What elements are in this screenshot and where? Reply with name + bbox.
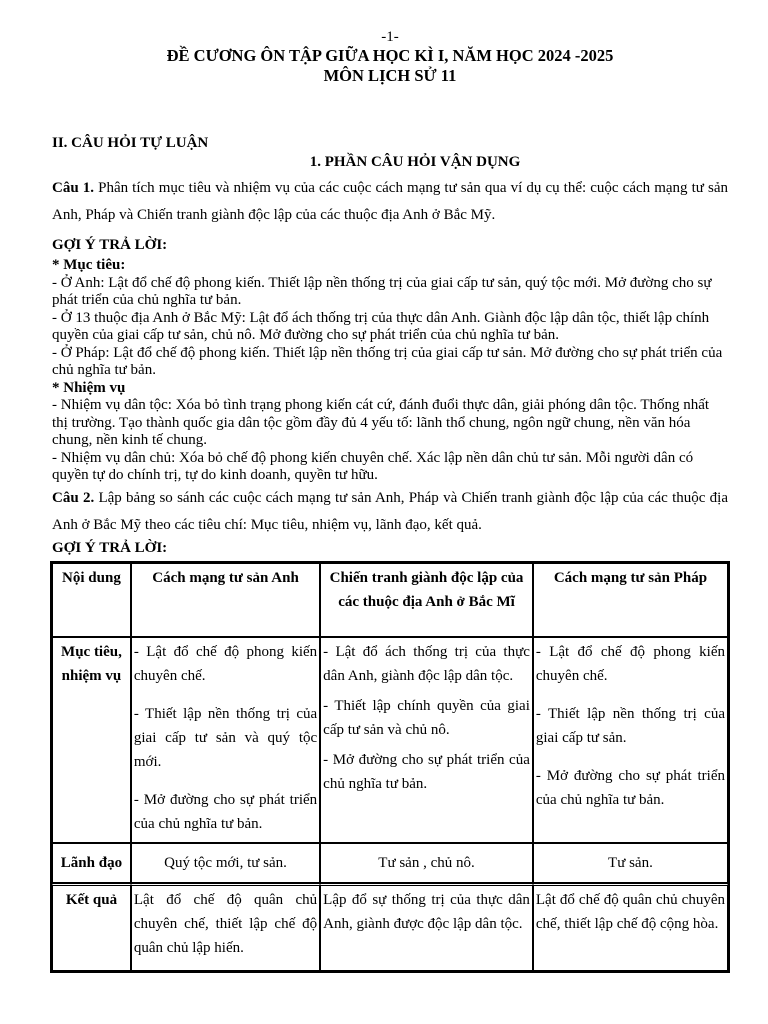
row-label-goals: Mục tiêu, nhiệm vụ xyxy=(52,637,131,843)
document-page xyxy=(52,28,728,973)
table-row xyxy=(52,843,728,883)
comparison-table xyxy=(50,561,730,973)
table-header-cell: Cách mạng tư sản Pháp xyxy=(533,563,728,637)
row-label-result: Kết quả xyxy=(52,883,131,971)
table-cell: Lật đổ chế độ quân chủ chuyên chế, thiết lập chế độ cộng hòa. xyxy=(533,883,728,971)
tasks-heading: * Nhiệm vụ xyxy=(52,379,126,396)
question-2-label: Câu 2. xyxy=(52,489,95,506)
table-cell: Tư sản , chủ nô. xyxy=(320,843,533,883)
table-cell xyxy=(533,637,728,843)
section-title: II. CÂU HỎI TỰ LUẬN xyxy=(52,135,209,151)
question-1-label: Câu 1. xyxy=(52,180,95,196)
table-cell: Lập đổ sự thống trị của thực dân Anh, giành được độc lập dân tộc. xyxy=(320,883,533,971)
table-cell xyxy=(320,637,533,843)
table-row xyxy=(52,883,728,971)
table-cell: Lật đổ chế độ quân chủ chuyên chế, thiết lập chế độ quân chủ lập hiến. xyxy=(131,883,320,971)
cell-line: - Thiết lập nền thống trị của giai cấp tư sản. xyxy=(535,705,725,746)
question-2 xyxy=(52,485,728,539)
table-cell: Tư sản. xyxy=(533,843,728,883)
cell-line: - Lật đổ chế độ phong kiến chuyên chế. xyxy=(133,643,318,684)
cell-line: - Thiết lập nền thống trị của giai cấp tư sản và quý tộc mới. xyxy=(133,705,318,770)
question-1-text: Phân tích mục tiêu và nhiệm vụ của các cuộc cách mạng tư sản qua ví dụ cụ thể: cuộc cách mạng tư sản Anh, Pháp và Chiến tranh giành độc lập của các thuộc địa Anh ở Bắc Mỹ. xyxy=(52,180,728,223)
table-header-cell: Nội dung xyxy=(52,563,131,637)
table-header-cell: Chiến tranh giành độc lập của các thuộc địa Anh ở Bắc Mĩ xyxy=(320,563,533,637)
cell-line: - Thiết lập chính quyền của giai cấp tư sản và chủ nô. xyxy=(323,697,530,738)
goals-block xyxy=(52,257,728,485)
cell-line: - Lật đổ ách thống trị của thực dân Anh, giành độc lập dân tộc. xyxy=(323,643,530,684)
goal-item: - Ở 13 thuộc địa Anh ở Bắc Mỹ: Lật đổ ách thống trị của thực dân Anh. Giành độc lập dân tộc, thiết lập chính quyền của giai cấp tư sản, chủ nô. Mở đường cho sự phát triển của chủ nghĩa tư bản. xyxy=(52,309,710,343)
task-item: - Nhiệm vụ dân chủ: Xóa bỏ chế độ phong kiến chuyên chế. Xác lập nền dân chủ tư sản. Mỗi người dân có quyền tự do chính trị, tự do kinh doanh, quyền tư hữu. xyxy=(52,449,694,483)
question-1 xyxy=(52,175,728,229)
document-title-line1: ĐỀ CƯƠNG ÔN TẬP GIỮA HỌC KÌ I, NĂM HỌC 2024 -2025 xyxy=(166,46,614,65)
cell-line: - Mở đường cho sự phát triển của chủ nghĩa tư bản. xyxy=(535,767,725,808)
cell-line: - Mở đường cho sự phát triển của chủ nghĩa tư bản. xyxy=(323,751,530,792)
question-2-text: Lập bảng so sánh các cuộc cách mạng tư sản Anh, Pháp và Chiến tranh giành độc lập của các thuộc địa Anh ở Bắc Mỹ theo các tiêu chí: Mục tiêu, nhiệm vụ, lãnh đạo, kết quả. xyxy=(52,489,729,533)
goal-item: - Ở Pháp: Lật đổ chế độ phong kiến. Thiết lập nền thống trị của giai cấp tư sản. Mở đường cho sự phát triển của chủ nghĩa tư bản. xyxy=(52,344,723,378)
document-title-line2: MÔN LỊCH SỬ 11 xyxy=(323,66,457,85)
table-cell xyxy=(131,637,320,843)
cell-line: - Lật đổ chế độ phong kiến chuyên chế. xyxy=(535,643,725,684)
answer-hint-label: GỢI Ý TRẢ LỜI: xyxy=(52,237,168,253)
table-header-row xyxy=(52,563,728,637)
cell-line: - Mở đường cho sự phát triển của chủ nghĩa tư bản. xyxy=(133,791,318,832)
task-item: - Nhiệm vụ dân tộc: Xóa bỏ tình trạng phong kiến cát cứ, đánh đuổi thực dân, giải phóng dân tộc. Thống nhất thị trường. Tạo thành quốc gia dân tộc gồm đầy đủ 4 yếu tố: lãnh thổ chung, ngôn ngữ chung, nền văn hóa chung, nền kinh tế chung. xyxy=(52,397,710,448)
goal-item: - Ở Anh: Lật đổ chế độ phong kiến. Thiết lập nền thống trị của giai cấp tư sản, quý tộc mới. Mở đường cho sự phát triển của chủ nghĩa tư bản. xyxy=(52,274,712,308)
answer-hint-label-2: GỢI Ý TRẢ LỜI: xyxy=(52,539,168,556)
table-cell: Quý tộc mới, tư sản. xyxy=(131,843,320,883)
subsection-title: 1. PHẦN CÂU HỎI VẬN DỤNG xyxy=(309,154,521,170)
goals-heading: * Mục tiêu: xyxy=(52,257,126,273)
page-number: -1- xyxy=(381,29,399,45)
table-row xyxy=(52,637,728,843)
row-label-leader: Lãnh đạo xyxy=(52,843,131,883)
table-header-cell: Cách mạng tư sản Anh xyxy=(131,563,320,637)
